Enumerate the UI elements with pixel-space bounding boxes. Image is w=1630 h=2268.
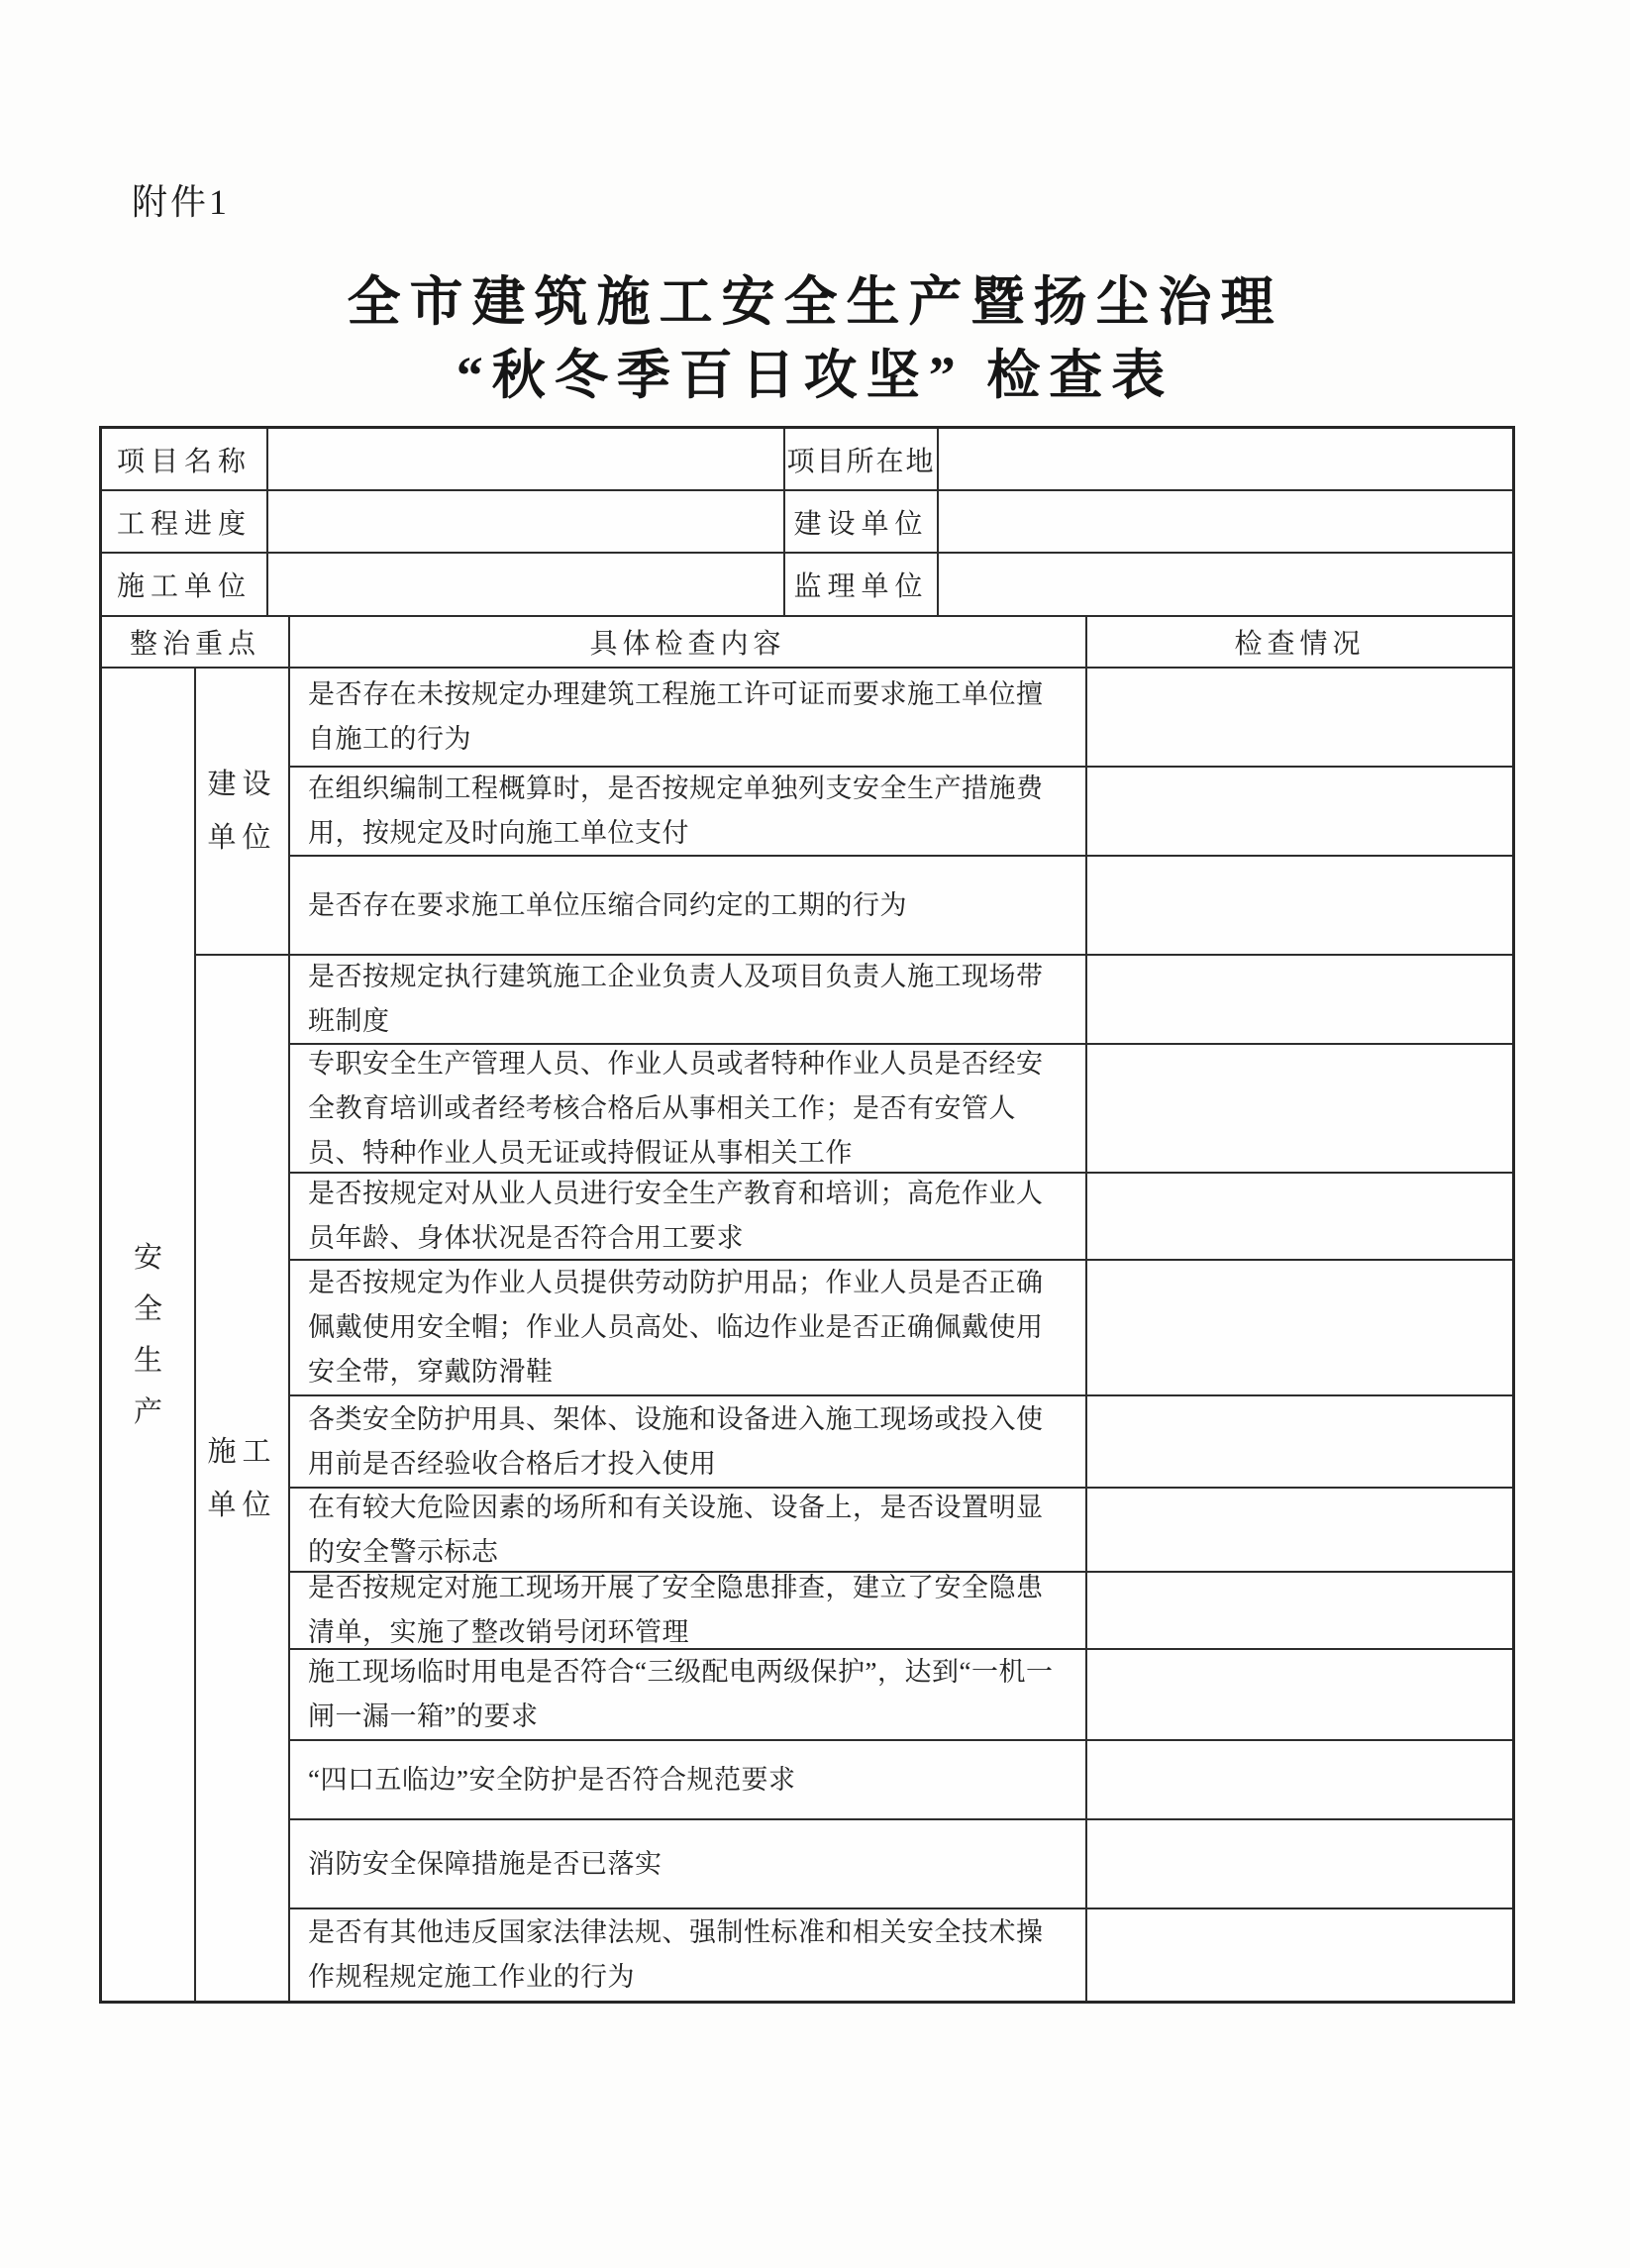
info-value-contractor-unit	[268, 554, 785, 617]
info-label-project-name: 项目名称	[102, 429, 268, 491]
doc-title-line-2: “秋冬季百日攻坚” 检查表	[456, 346, 1174, 405]
inspection-table	[99, 426, 1515, 2004]
check-item-cell: 是否存在要求施工单位压缩合同约定的工期的行为	[290, 857, 1087, 956]
info-label-contractor-unit: 施工单位	[102, 554, 268, 617]
check-status-cell	[1087, 1489, 1512, 1573]
header-content-cell: 具体检查内容	[290, 617, 1087, 669]
info-value-supervision-unit	[939, 554, 1512, 617]
check-item-cell: 施工现场临时用电是否符合“三级配电两级保护”，达到“一机一闸一漏一箱”的要求	[290, 1650, 1087, 1741]
check-status-cell	[1087, 1261, 1512, 1396]
check-item-cell: 在组织编制工程概算时，是否按规定单独列支安全生产措施费用，按规定及时向施工单位支付	[290, 768, 1087, 857]
table-header-row	[102, 617, 1512, 669]
check-item-cell: 各类安全防护用具、架体、设施和设备进入施工现场或投入使用前是否经验收合格后才投入使用	[290, 1396, 1087, 1489]
checklist-body	[102, 669, 1512, 2001]
check-status-cell	[1087, 1820, 1512, 1909]
check-item-cell: “四口五临边”安全防护是否符合规范要求	[290, 1741, 1087, 1820]
info-label-progress: 工程进度	[102, 491, 268, 554]
check-status-cell	[1087, 1396, 1512, 1489]
check-status-cell	[1087, 1174, 1512, 1261]
check-status-cell	[1087, 857, 1512, 956]
check-item-cell: 是否有其他违反国家法律法规、强制性标准和相关安全技术操作规程规定施工作业的行为	[290, 1909, 1087, 2001]
check-item-cell: 消防安全保障措施是否已落实	[290, 1820, 1087, 1909]
info-label-client-unit: 建设单位	[785, 491, 939, 554]
info-label-project-location: 项目所在地	[785, 429, 939, 491]
info-value-progress	[268, 491, 785, 554]
check-status-cell	[1087, 1909, 1512, 2001]
check-item-cell: 是否存在未按规定办理建筑工程施工许可证而要求施工单位擅自施工的行为	[290, 669, 1087, 768]
unit-label-contractor: 施工单位	[196, 956, 290, 2001]
check-item-cell: 是否按规定对从业人员进行安全生产教育和培训；高危作业人员年龄、身体状况是否符合用工要求	[290, 1174, 1087, 1261]
focus-label-safety-production: 安全生产	[102, 669, 196, 2001]
check-item-cell: 在有较大危险因素的场所和有关设施、设备上，是否设置明显的安全警示标志	[290, 1489, 1087, 1573]
doc-title	[0, 265, 1630, 412]
doc-title-line-1: 全市建筑施工安全生产暨扬尘治理	[347, 272, 1283, 332]
check-status-cell	[1087, 1650, 1512, 1741]
attachment-label: 附件1	[132, 182, 231, 222]
info-value-project-name	[268, 429, 785, 491]
check-status-cell	[1087, 768, 1512, 857]
header-status-cell: 检查情况	[1087, 617, 1512, 669]
check-item-cell: 专职安全生产管理人员、作业人员或者特种作业人员是否经安全教育培训或者经考核合格后从事相关工作；是否有安管人员、特种作业人员无证或持假证从事相关工作	[290, 1045, 1087, 1174]
check-item-cell: 是否按规定为作业人员提供劳动防护用品；作业人员是否正确佩戴使用安全帽；作业人员高处、临边作业是否正确佩戴使用安全带，穿戴防滑鞋	[290, 1261, 1087, 1396]
check-status-cell	[1087, 1741, 1512, 1820]
info-value-client-unit	[939, 491, 1512, 554]
check-item-cell: 是否按规定执行建筑施工企业负责人及项目负责人施工现场带班制度	[290, 956, 1087, 1045]
check-item-cell: 是否按规定对施工现场开展了安全隐患排查，建立了安全隐患清单，实施了整改销号闭环管理	[290, 1573, 1087, 1650]
check-status-cell	[1087, 1573, 1512, 1650]
unit-label-client: 建设单位	[196, 669, 290, 956]
check-status-cell	[1087, 956, 1512, 1045]
info-label-supervision-unit: 监理单位	[785, 554, 939, 617]
info-value-project-location	[939, 429, 1512, 491]
check-status-cell	[1087, 1045, 1512, 1174]
header-focus-cell: 整治重点	[102, 617, 290, 669]
info-section	[102, 429, 1512, 617]
check-status-cell	[1087, 669, 1512, 768]
